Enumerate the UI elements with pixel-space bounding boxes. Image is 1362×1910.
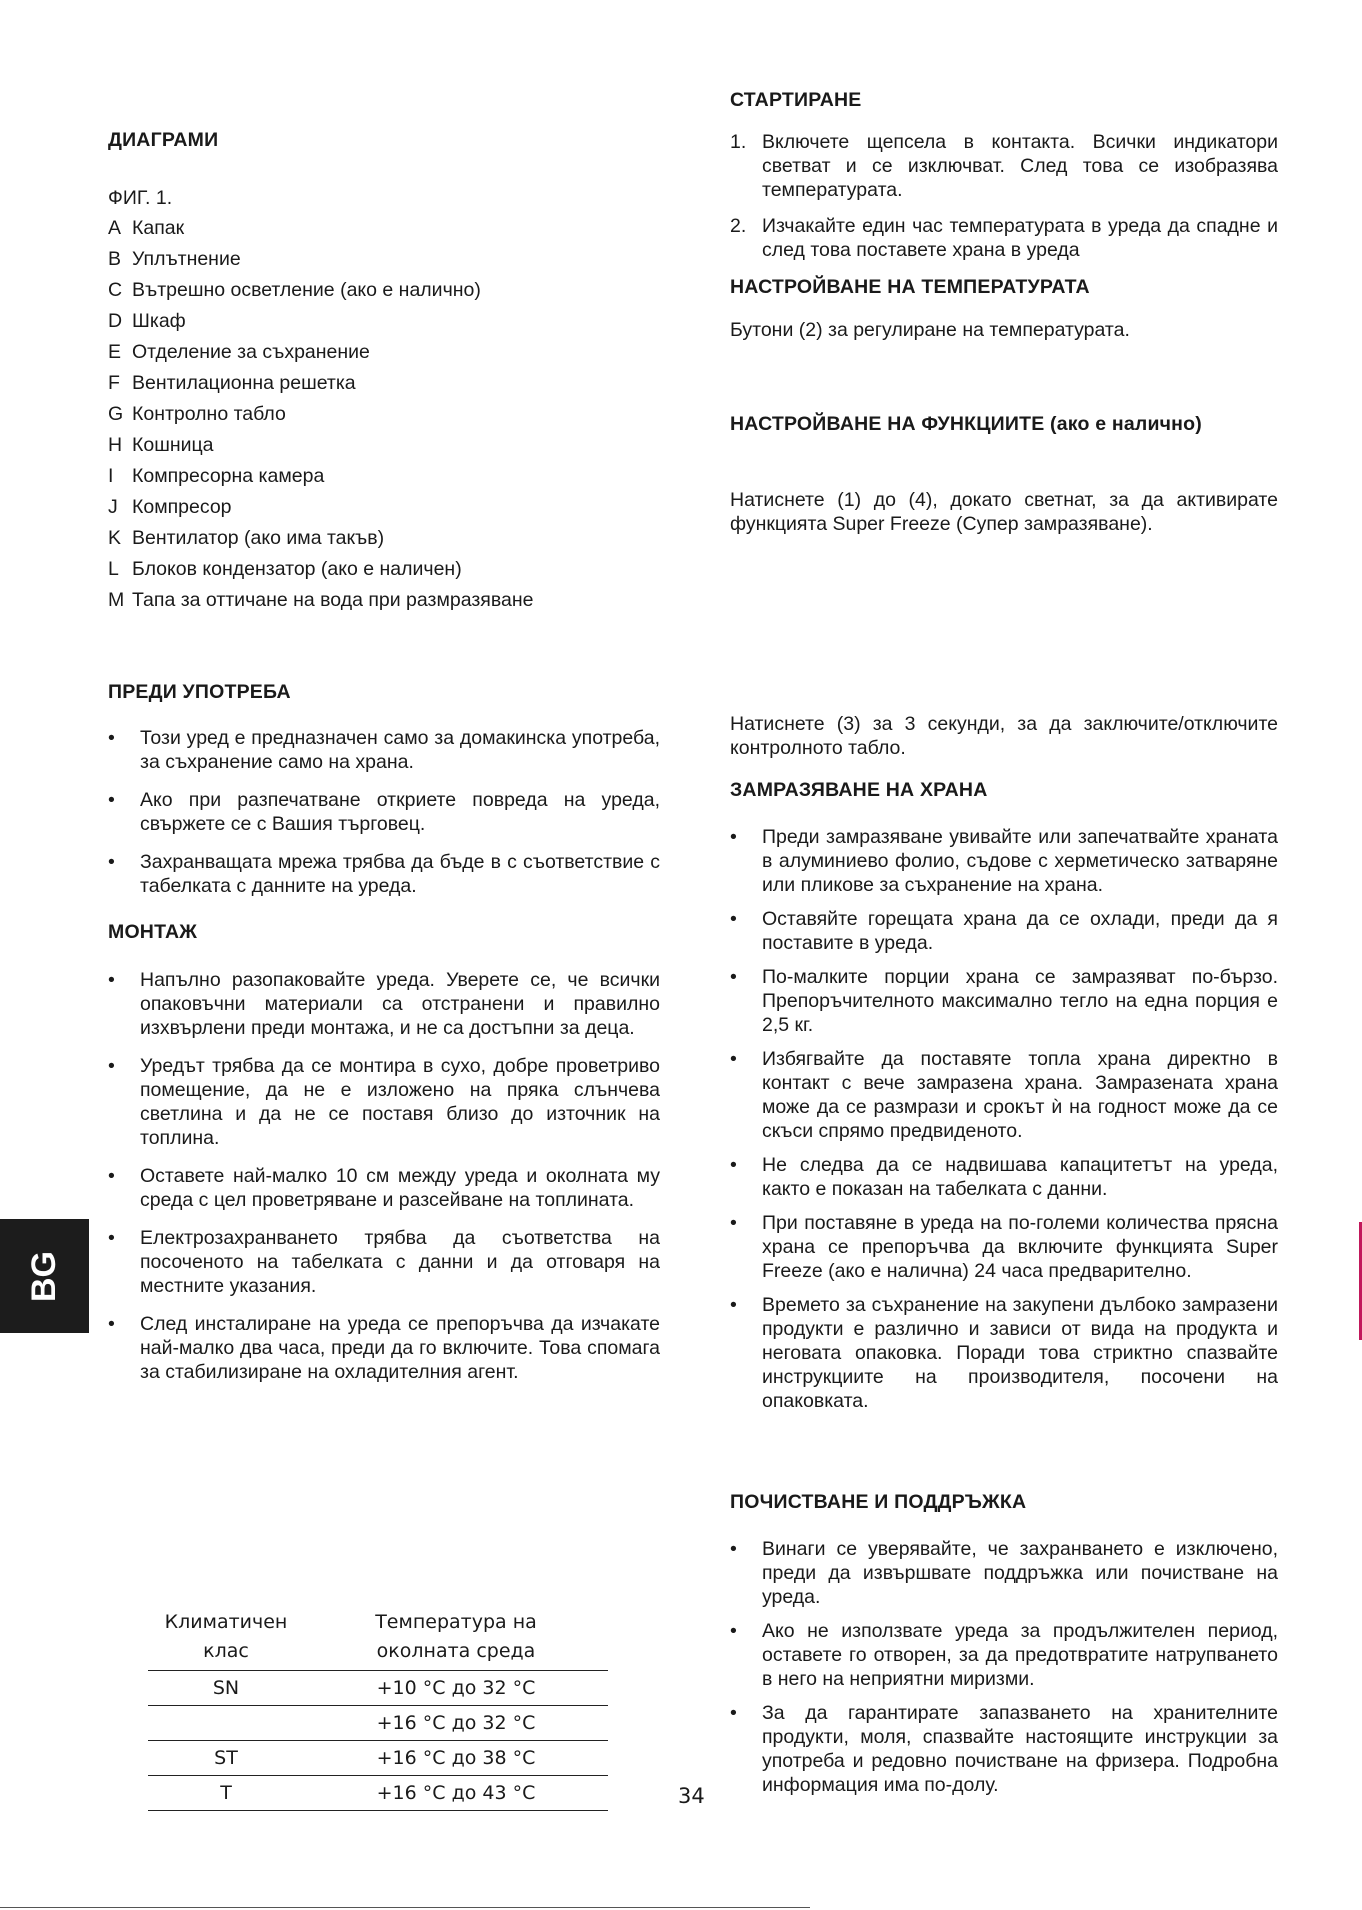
list-item: • Оставяйте горещата храна да се охлади, преди да я поставите в уреда. <box>730 907 1278 955</box>
list-item <box>108 275 660 306</box>
installation-title: МОНТАЖ <box>108 921 198 943</box>
cleaning-title: ПОЧИСТВАНЕ И ПОДДРЪЖКА <box>730 1491 1027 1513</box>
part-label: Компресор <box>132 496 232 518</box>
table-cell: +16 °C до 38 °C <box>304 1741 608 1776</box>
list-item <box>108 399 660 430</box>
list-item <box>108 430 660 461</box>
functions-text: Натиснете (1) до (4), докато светнат, за да активирате функцията Super Freeze (Супер замразяване). <box>730 489 1278 535</box>
climate-class-table <box>148 1608 608 1811</box>
part-label: Тапа за оттичане на вода при размразяване <box>132 589 534 611</box>
column-header <box>304 1608 608 1671</box>
header-climate-class: Климатичен клас <box>164 1611 288 1662</box>
list-item <box>108 213 660 244</box>
list-item: • Този уред е предназначен само за домакинска употреба, за съхранение само на храна. <box>108 726 660 774</box>
list-item: • При поставяне в уреда на по-големи количества прясна храна се препоръчва да включите функцията Super Freeze (ако е налична) 24 часа предварително. <box>730 1211 1278 1283</box>
bottom-rule <box>0 1907 810 1908</box>
list-item: • Захранващата мрежа трябва да бъде в с съответствие с табелката с данните на уреда. <box>108 850 660 898</box>
part-letter: B <box>108 248 122 270</box>
list-item <box>108 244 660 275</box>
list-item: • Времето за съхранение на закупени дълбоко замразени продукти е различно и зависи от вида на продукта и неговата опаковка. Поради това стриктно спазвайте инструкциите на производителя, посочени на опаковката. <box>730 1293 1278 1413</box>
list-item: • Електрозахранването трябва да съответства на посоченото на табелката с данни и да отговаря на местните указания. <box>108 1226 660 1298</box>
table-cell: SN <box>148 1671 304 1706</box>
freezing-list <box>730 825 1278 1413</box>
list-item <box>108 306 660 337</box>
list-item: • По-малките порции храна се замразяват по-бързо. Препоръчителното максимално тегло на една порция е 2,5 кг. <box>730 965 1278 1037</box>
lock-text: Натиснете (3) за 3 секунди, за да заключите/отключите контролното табло. <box>730 713 1278 759</box>
list-item <box>730 214 1278 262</box>
table-cell: +16 °C до 32 °C <box>304 1706 608 1741</box>
header-ambient-temp: Температура на околната среда <box>375 1611 537 1662</box>
item-text: Включете щепсела в контакта. Всички индикатори светват и се изключват. След това се изобразява температурата. <box>762 131 1278 201</box>
list-item <box>108 461 660 492</box>
part-label: Вентилатор (ако има такъв) <box>132 527 385 549</box>
language-tab-label: BG <box>25 1250 63 1302</box>
fig-label: ФИГ. 1. <box>108 187 173 209</box>
table-cell: +16 °C до 43 °C <box>304 1776 608 1811</box>
list-item: • Оставете най-малко 10 см между уреда и околната му среда с цел проветряване и разсейване на топлината. <box>108 1164 660 1212</box>
part-letter: C <box>108 279 123 301</box>
part-letter: J <box>108 496 118 518</box>
item-number: 1. <box>730 131 747 153</box>
cleaning-list <box>730 1537 1278 1797</box>
part-letter: H <box>108 434 123 456</box>
column-header <box>148 1608 304 1671</box>
part-letter: I <box>108 465 114 487</box>
part-letter: E <box>108 341 122 363</box>
part-label: Шкаф <box>132 310 186 332</box>
table-row <box>148 1671 608 1706</box>
part-letter: D <box>108 310 123 332</box>
list-item <box>108 368 660 399</box>
part-letter: M <box>108 589 125 611</box>
table-cell: +10 °C до 32 °C <box>304 1671 608 1706</box>
part-label: Кошница <box>132 434 214 456</box>
list-item: • За да гарантирате запазването на хранителните продукти, моля, спазвайте настоящите инструкции за употреба и редовно почистване на фризера. Подробна информация има по-долу. <box>730 1701 1278 1797</box>
part-label: Капак <box>132 217 185 239</box>
part-label: Блоков кондензатор (ако е наличен) <box>132 558 462 580</box>
table-cell: T <box>148 1776 304 1811</box>
table-cell <box>148 1706 304 1741</box>
item-number: 2. <box>730 215 747 237</box>
item-text: Изчакайте един час температурата в уреда да спадне и след това поставете храна в уреда <box>762 215 1278 261</box>
list-item <box>108 554 660 585</box>
list-item <box>108 585 660 616</box>
part-label: Вентилационна решетка <box>132 372 356 394</box>
part-letter: F <box>108 372 120 394</box>
part-letter: L <box>108 558 119 580</box>
list-item: • Преди замразяване увивайте или запечатвайте храната в алуминиево фолио, съдове с херметическо затваряне или пликове за съхранение на храна. <box>730 825 1278 897</box>
list-item <box>730 130 1278 202</box>
list-item: • Уредът трябва да се монтира в сухо, добре проветриво помещение, да не е изложено на пряка слънчева светлина и да не се поставя близо до източник на топлина. <box>108 1054 660 1150</box>
list-item: • Не следва да се надвишава капацитетът на уреда, както е показан на табелката с данни. <box>730 1153 1278 1201</box>
part-label: Компресорна камера <box>132 465 325 487</box>
table-row <box>148 1776 608 1811</box>
list-item <box>108 492 660 523</box>
functions-title: НАСТРОЙВАНЕ НА ФУНКЦИИТЕ (ако е налично) <box>730 413 1202 435</box>
list-item: • След инсталиране на уреда се препоръчва да изчакате най-малко два часа, преди да го включите. Това спомага за стабилизиране на охладителния агент. <box>108 1312 660 1384</box>
page-number: 34 <box>678 1784 705 1808</box>
table-row <box>148 1741 608 1776</box>
list-item <box>108 337 660 368</box>
table-cell: ST <box>148 1741 304 1776</box>
temp-setting-text: Бутони (2) за регулиране на температурата. <box>730 319 1130 341</box>
startup-title: СТАРТИРАНЕ <box>730 89 862 111</box>
before-use-title: ПРЕДИ УПОТРЕБА <box>108 681 291 703</box>
before-use-list <box>108 726 660 898</box>
part-label: Отделение за съхранение <box>132 341 370 363</box>
list-item: • Избягвайте да поставяте топла храна директно в контакт с вече замразена храна. Замразената храна може да се размрази и срокът ѝ на годност може да се скъси спрямо предвиденото. <box>730 1047 1278 1143</box>
part-label: Уплътнение <box>132 248 241 270</box>
list-item: • Напълно разопаковайте уреда. Уверете се, че всички опаковъчни материали са отстранени и правилно изхвърлени преди монтажа, и не са достъпни за деца. <box>108 968 660 1040</box>
installation-list <box>108 968 660 1384</box>
parts-list <box>108 213 660 616</box>
part-letter: K <box>108 527 122 549</box>
list-item <box>108 523 660 554</box>
list-item: • Ако при разпечатване откриете повреда на уреда, свържете се с Вашия търговец. <box>108 788 660 836</box>
freezing-title: ЗАМРАЗЯВАНЕ НА ХРАНА <box>730 779 988 801</box>
diagrams-title: ДИАГРАМИ <box>108 129 219 151</box>
part-label: Вътрешно осветление (ако е налично) <box>132 279 481 301</box>
part-label: Контролно табло <box>132 403 286 425</box>
language-tab <box>0 1219 89 1333</box>
startup-list <box>730 130 1278 262</box>
part-letter: A <box>108 217 122 239</box>
table-row <box>148 1706 608 1741</box>
list-item: • Ако не използвате уреда за продължителен период, оставете го отворен, за да предотвратите натрупването в него на неприятни миризми. <box>730 1619 1278 1691</box>
part-letter: G <box>108 403 124 425</box>
temp-setting-title: НАСТРОЙВАНЕ НА ТЕМПЕРАТУРАТА <box>730 276 1090 298</box>
list-item: • Винаги се уверявайте, че захранването е изключено, преди да извършвате поддръжка или почистване на уреда. <box>730 1537 1278 1609</box>
